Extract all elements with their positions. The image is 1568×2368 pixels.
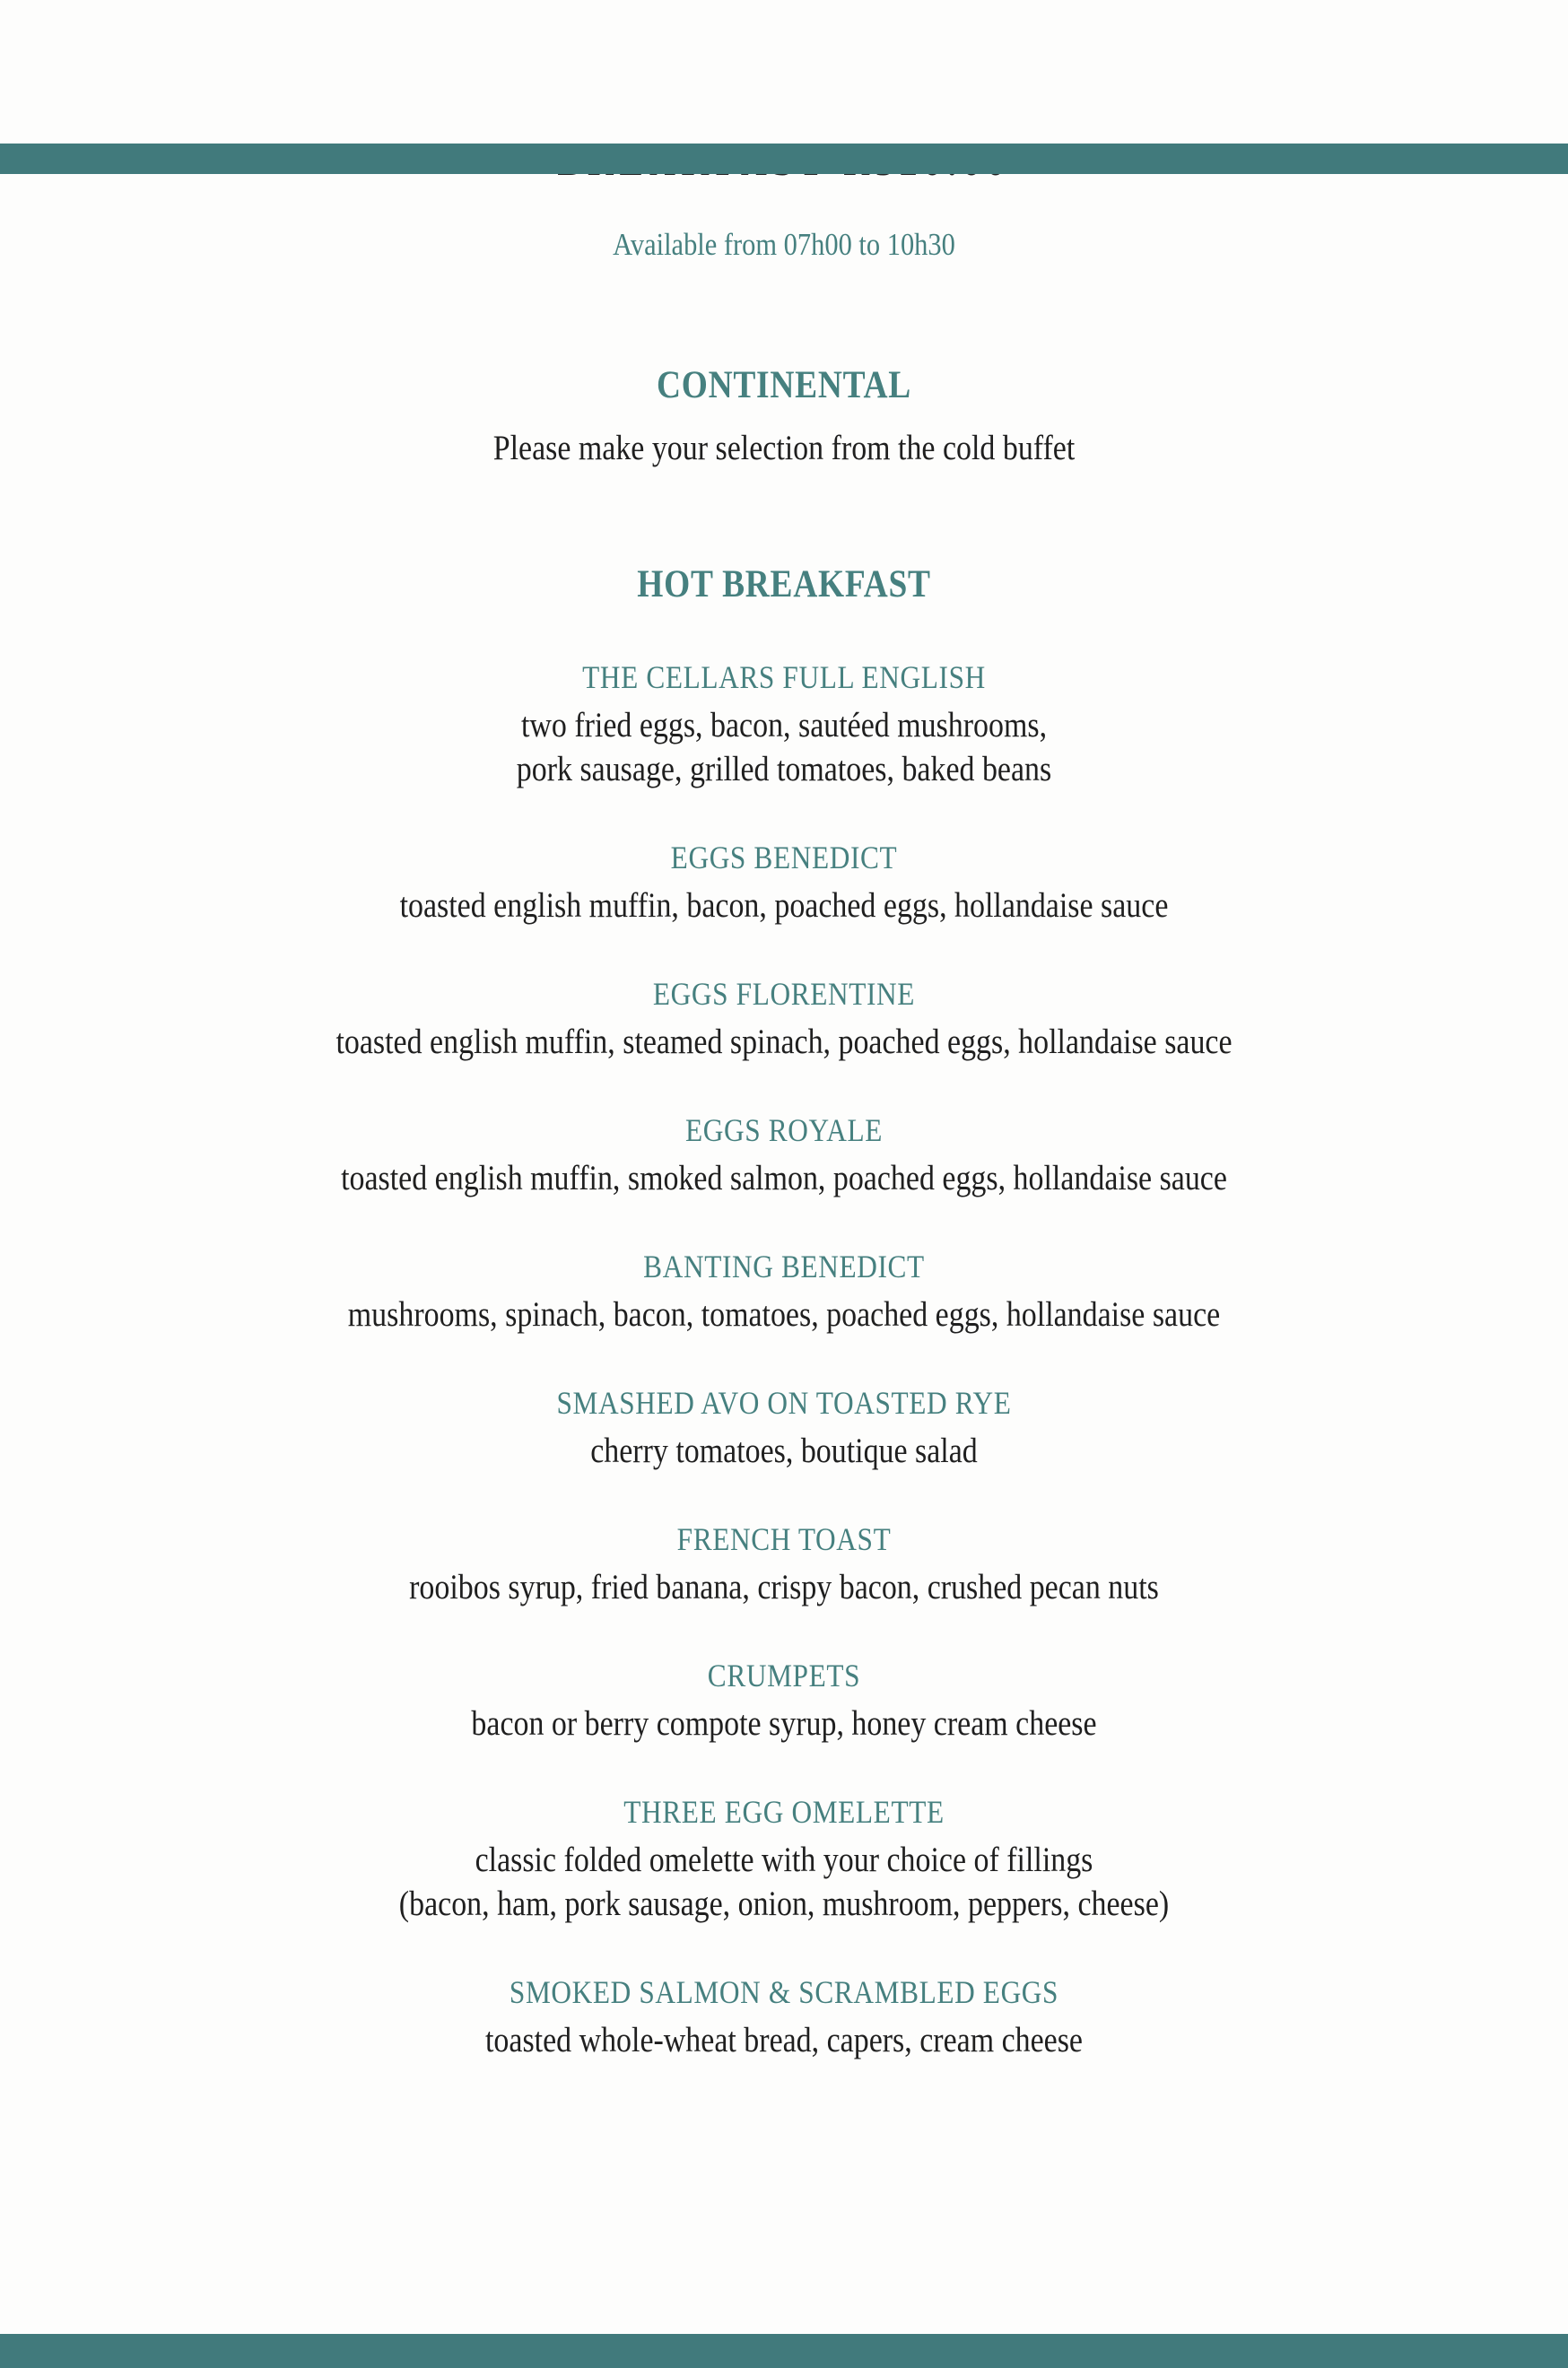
- menu-item-name: SMOKED SALMON & SCRAMBLED EGGS: [509, 1973, 1059, 2010]
- menu-item-name: EGGS FLORENTINE: [652, 975, 916, 1012]
- menu-item-description: [0, 703, 1568, 791]
- menu-item-description-line: mushrooms, spinach, bacon, tomatoes, poached eggs, hollandaise sauce: [347, 1294, 1221, 1334]
- menu-item: [0, 1656, 1568, 1746]
- menu-item-description-line: classic folded omelette with your choice of fillings: [475, 1840, 1093, 1879]
- menu-item-description: [0, 1020, 1568, 1064]
- menu-item-description-line: toasted english muffin, bacon, poached eggs, hollandaise sauce: [399, 885, 1169, 925]
- menu-item: [0, 1792, 1568, 1926]
- section-heading-continental: CONTINENTAL: [656, 364, 912, 407]
- menu-item-description: [0, 884, 1568, 927]
- menu-item-name: THE CELLARS FULL ENGLISH: [582, 658, 986, 695]
- menu-item: [0, 1110, 1568, 1200]
- menu-item-description-line: pork sausage, grilled tomatoes, baked beans: [516, 749, 1052, 788]
- menu-item-description-line: two fried eggs, bacon, sautéed mushrooms,: [520, 705, 1048, 744]
- menu-item-description: [0, 1838, 1568, 1926]
- section-heading-hot-breakfast: HOT BREAKFAST: [637, 563, 931, 606]
- menu-item-description-line: toasted whole-wheat bread, capers, cream cheese: [484, 2020, 1083, 2059]
- menu-item: [0, 1247, 1568, 1336]
- menu-item-description-line: cherry tomatoes, boutique salad: [590, 1431, 978, 1470]
- menu-item-name: CRUMPETS: [707, 1657, 861, 1693]
- menu-item: [0, 1519, 1568, 1609]
- menu-item-description-line: rooibos syrup, fried banana, crispy bacon, crushed pecan nuts: [409, 1567, 1159, 1606]
- menu-item-description: [0, 1565, 1568, 1609]
- menu-item-name: EGGS ROYALE: [684, 1111, 884, 1148]
- menu-item: [0, 974, 1568, 1064]
- menu-item: [0, 657, 1568, 791]
- menu-item-name: EGGS BENEDICT: [670, 839, 898, 875]
- menu-item-description: [0, 1156, 1568, 1200]
- menu-item-name: THREE EGG OMELETTE: [623, 1793, 945, 1830]
- menu-items-list: [0, 657, 1568, 2062]
- menu-item-description-line: bacon or berry compote syrup, honey cream cheese: [471, 1703, 1097, 1743]
- menu-item-description-line: (bacon, ham, pork sausage, onion, mushroom, peppers, cheese): [398, 1884, 1170, 1923]
- menu-item-name: FRENCH TOAST: [676, 1520, 892, 1557]
- menu-page: [0, 144, 1568, 2062]
- menu-item-description: [0, 1429, 1568, 1473]
- menu-item: [0, 838, 1568, 927]
- top-accent-bar: [0, 144, 1568, 174]
- menu-item-description: [0, 2018, 1568, 2062]
- menu-item-description-line: toasted english muffin, steamed spinach, poached eggs, hollandaise sauce: [335, 1022, 1233, 1061]
- menu-item: [0, 1972, 1568, 2062]
- menu-item-name: SMASHED AVO ON TOASTED RYE: [556, 1384, 1012, 1421]
- menu-item-description-line: toasted english muffin, smoked salmon, poached eggs, hollandaise sauce: [341, 1158, 1227, 1197]
- availability-text: Available from 07h00 to 10h30: [613, 227, 955, 262]
- bottom-accent-bar: [0, 2334, 1568, 2368]
- menu-item: [0, 1383, 1568, 1473]
- continental-note: Please make your selection from the cold buffet: [492, 428, 1076, 467]
- menu-item-description: [0, 1293, 1568, 1336]
- menu-item-description: [0, 1702, 1568, 1746]
- menu-item-name: BANTING BENEDICT: [643, 1248, 925, 1284]
